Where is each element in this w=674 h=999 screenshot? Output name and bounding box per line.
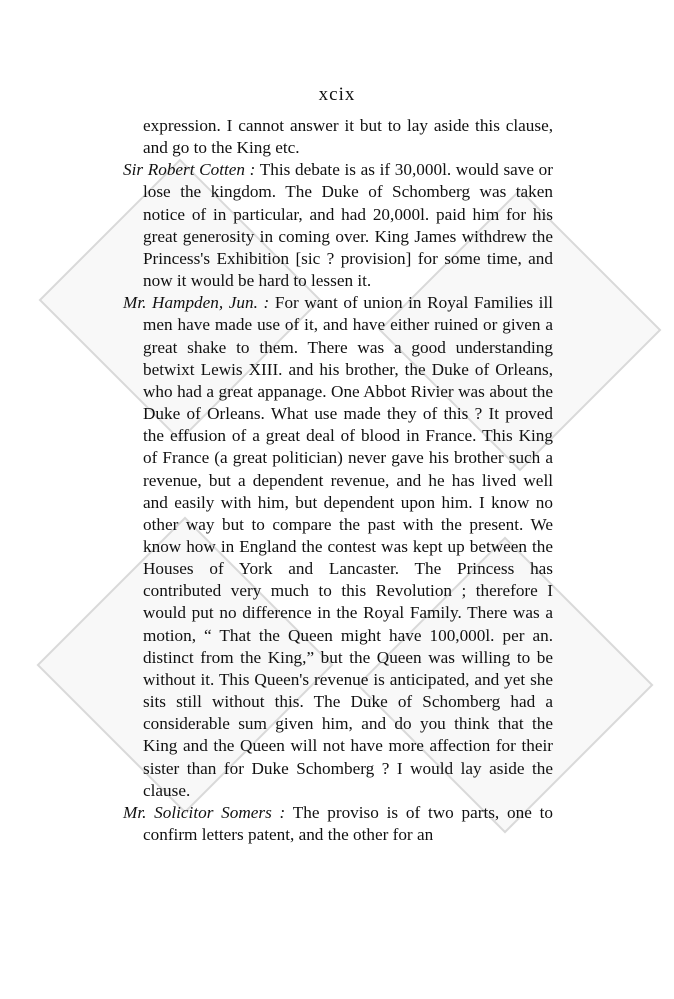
paragraph (123, 292, 553, 802)
speaker-name: Mr. Hampden, Jun. : (123, 293, 270, 313)
body-text (123, 115, 553, 846)
speaker-name: Mr. Solicitor Somers : (123, 802, 286, 822)
page-number: xcix (318, 84, 356, 105)
paragraph-text: For want of union in Royal Families ill men have made use of it, and have either ruined or given a great shake to them. There was a good understanding betwixt Lewis XIII. and his brother, the Duke of Orleans, who had a great appanage. One Abbot Rivier was about the Duke of Orleans. What use made they of this ? It proved the effusion of a great deal of blood in France. This King of France (a great politician) never gave his brother such a revenue, but a dependent revenue, and he has lived well and easily with him, but dependent upon him. I know no other way but to compare the past with the present. We know how in England the contest was kept up between the Houses of York and Lancaster. The Princess has contributed very much to this Revolution ; therefore I would put no difference in the Royal Family. There was a motion, “ That the Queen might have 100,000l. per an. distinct from the King,” but the Queen was willing to be without it. This Queen's revenue is anticipated, and yet she sits still without this. The Duke of Schomberg had a considerable sum given him, and do you think that the King and the Queen will not have more affection for their sister than for Duke Schomberg ? I would lay aside the clause. (143, 293, 553, 800)
paragraph-text: expression. I cannot answer it but to lay aside this clause, and go to the King etc. (143, 116, 553, 158)
paragraph (123, 115, 553, 159)
paragraph (123, 159, 553, 292)
paragraph (123, 802, 553, 846)
paragraph-text: The proviso is of two parts, one to confirm letters patent, and the other for an (143, 802, 553, 844)
paragraph-text: This debate is as if 30,000l. would save or lose the kingdom. The Duke of Schomberg was taken notice of in particular, and had 20,000l. paid him for his great generosity in coming over. King James withdrew the Princess's Exhibition [sic ? provision] for some time, and now it would be hard to lessen it. (143, 160, 553, 291)
speaker-name: Sir Robert Cotten : (123, 160, 256, 180)
